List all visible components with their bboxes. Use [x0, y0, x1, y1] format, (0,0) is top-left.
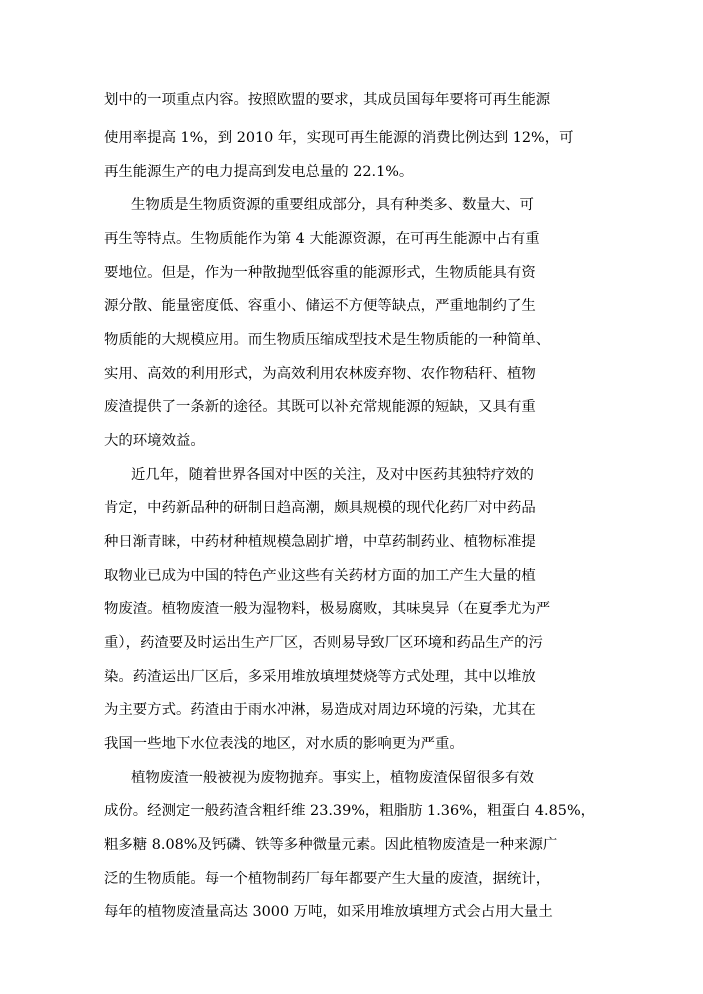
text-line: 我国一些地下水位表浅的地区，对水质的影响更为严重。 [104, 736, 464, 752]
text-line: 要地位。但是，作为一种散抛型低容重的能源形式，生物质能具有资 [104, 265, 536, 281]
text-line: 物废渣。植物废渣一般为湿物料，极易腐败，其味臭异（在夏季尤为严 [104, 601, 551, 617]
text-line: 划中的一项重点内容。按照欧盟的要求，其成员国每年要将可再生能源 [104, 92, 551, 108]
text-line: 源分散、能量密度低、容重小、储运不方便等缺点，严重地制约了生 [104, 298, 536, 314]
text-line: 染。药渣运出厂区后，多采用堆放填埋焚烧等方式处理，其中以堆放 [104, 669, 536, 685]
text-line: 废渣提供了一条新的途径。其既可以补充常规能源的短缺，又具有重 [104, 399, 536, 415]
text-line: 物质能的大规模应用。而生物质压缩成型技术是生物质能的一种简单、 [104, 332, 551, 348]
text-line: 种日渐青睐，中药材种植规模急剧扩增，中草药制药业、植物标准提 [104, 534, 536, 550]
text-line: 泛的生物质能。每一个植物制药厂每年都要产生大量的废渣，据统计， [104, 871, 551, 887]
text-line: 每年的植物废渣量高达 3000 万吨，如采用堆放填埋方式会占用大量土 [104, 904, 553, 920]
text-line: 取物业已成为中国的特色产业这些有关药材方面的加工产生大量的植 [104, 568, 536, 584]
text-line: 为主要方式。药渣由于雨水冲淋，易造成对周边环境的污染，尤其在 [104, 702, 536, 718]
text-line: 粗多糖 8.08%及钙磷、铁等多种微量元素。因此植物废渣是一种来源广 [104, 837, 558, 853]
text-line: 成份。经测定一般药渣含粗纤维 23.39%，粗脂肪 1.36%，粗蛋白 4.85%， [104, 803, 596, 819]
text-line: 使用率提高 1%，到 2010 年，实现可再生能源的消费比例达到 12%，可 [104, 130, 574, 146]
text-line: 生物质是生物质资源的重要组成部分，具有种类多、数量大、可 [131, 197, 534, 213]
text-line: 再生等特点。生物质能作为第 4 大能源资源，在可再生能源中占有重 [104, 231, 540, 247]
text-line: 重），药渣要及时运出生产厂区，否则易导致厂区环境和药品生产的污 [104, 635, 543, 651]
text-line: 肯定，中药新品种的研制日趋高潮，颇具规模的现代化药厂对中药品 [104, 500, 536, 516]
text-line: 再生能源生产的电力提高到发电总量的 22.1%。 [104, 164, 414, 180]
text-line: 植物废渣一般被视为废物抛弃。事实上，植物废渣保留很多有效 [131, 770, 534, 786]
text-line: 实用、高效的利用形式，为高效利用农林废弃物、农作物秸秆、植物 [104, 366, 536, 382]
text-line: 近几年，随着世界各国对中医的关注，及对中医药其独特疗效的 [131, 467, 534, 483]
text-line: 大的环境效益。 [104, 433, 205, 449]
